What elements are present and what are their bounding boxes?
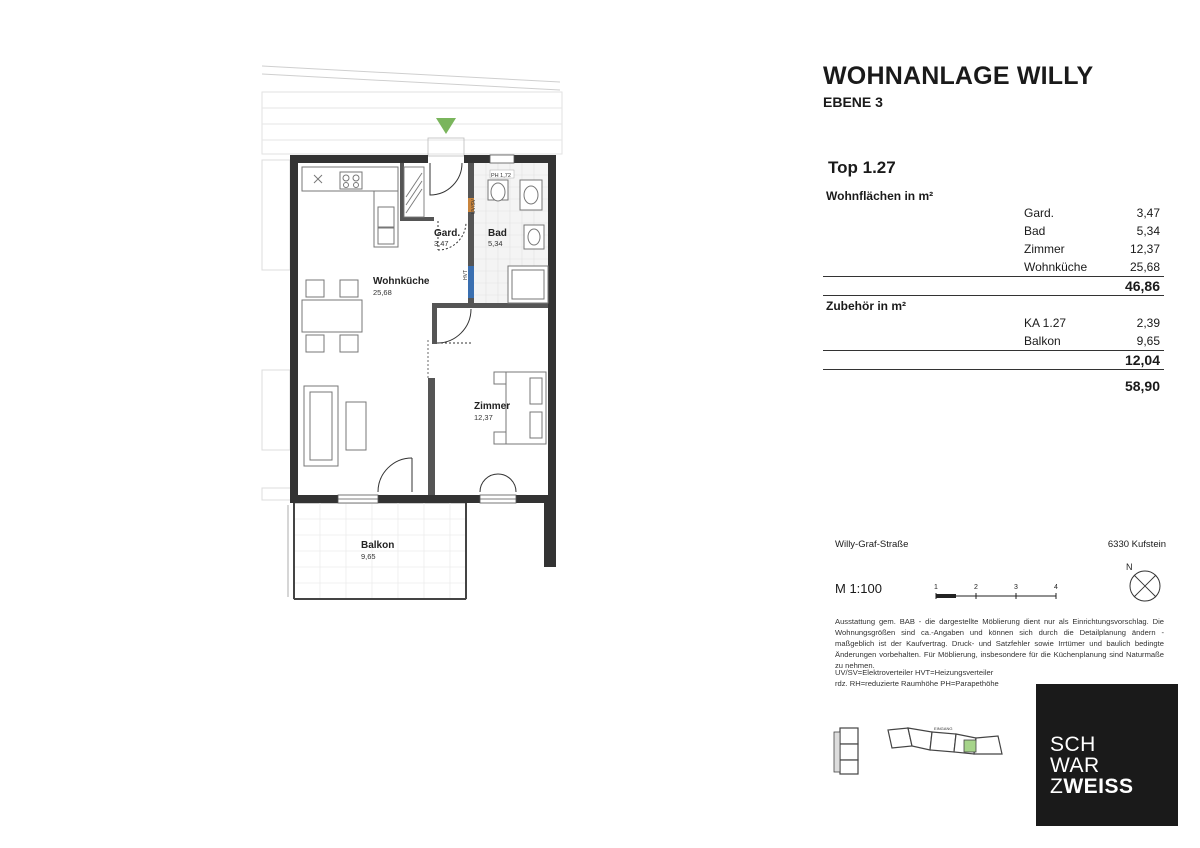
balcony: [288, 503, 466, 599]
highlighted-unit: [964, 740, 976, 752]
accessory-row-name: KA 1.27: [1024, 316, 1067, 330]
living-row: [1024, 206, 1160, 220]
kitchen-counter: [302, 167, 398, 247]
accessory-heading: Zubehör in m²: [826, 299, 906, 313]
accessory-row-value: 9,65: [1136, 334, 1160, 348]
label-balkon: Balkon: [361, 540, 395, 551]
accessory-row-value: 2,39: [1136, 316, 1160, 330]
compass-north-label: N: [1126, 562, 1133, 572]
living-total-divider: [823, 295, 1164, 296]
scale-tick: 1: [934, 584, 938, 591]
grand-total: 58,90: [1124, 378, 1160, 394]
legend-line: rdz. RH=reduzierte Raumhöhe PH=Parapethöhe: [835, 679, 999, 688]
living-row: [1024, 224, 1160, 238]
scale-tick: 2: [974, 584, 978, 591]
label-gard: Gard.: [434, 228, 461, 239]
brand-logo: [1036, 684, 1178, 826]
entry-threshold: [428, 138, 464, 156]
label-wohnkueche: Wohnküche: [373, 276, 430, 287]
entry-marker-icon: [436, 118, 456, 134]
page-subtitle: EBENE 3: [823, 94, 883, 110]
living-row-name: Zimmer: [1024, 242, 1065, 256]
accessory-row-name: Balkon: [1024, 334, 1061, 348]
key-plan: [826, 720, 1026, 782]
living-row-value: 25,68: [1129, 260, 1160, 274]
logo-line: SCH: [1050, 733, 1096, 756]
scale-tick: 3: [1014, 584, 1018, 591]
tag-uvsv: UV/SV: [471, 198, 477, 214]
living-row-value: 5,34: [1136, 224, 1160, 238]
area-bad: 5,34: [488, 239, 503, 248]
living-row-name: Gard.: [1024, 206, 1055, 220]
tag-ph: PH 1,72: [491, 173, 511, 179]
area-zimmer: 12,37: [474, 413, 493, 422]
north-compass-icon: [1120, 560, 1170, 606]
scale-label: M 1:100: [835, 581, 882, 596]
living-row: [1024, 242, 1160, 256]
disclaimer-text: Ausstattung gem. BAB - die dargestellte Möblierung dient nur als Einrichtungsvorschlag. Die Wohnungsgrößen sind ca.-Angaben und können sich durch die Detailplanung ändern - maßgeblich ist der Kaufvertrag. Druck- und Satzfehler sowie Irrtümer und baulich bedingte Änderungen vorbehalten. Für Möblierung, insbesondere für die Küchenplanung sind Naturmaße zu nehmen.: [835, 617, 1164, 670]
tag-hvt: HVT: [463, 270, 469, 280]
living-row-value: 12,37: [1129, 242, 1160, 256]
accessory-row: [1024, 334, 1160, 348]
logo-bold: WEISS: [1063, 775, 1134, 798]
living-row: [1024, 260, 1160, 274]
living-row-value: 3,47: [1136, 206, 1160, 220]
living-total: 46,86: [1124, 278, 1160, 294]
logo-line: WAR: [1050, 754, 1100, 777]
area-gard: 3,47: [434, 239, 449, 248]
dining-set: [302, 280, 362, 352]
label-zimmer: Zimmer: [474, 401, 511, 412]
living-row-name: Wohnküche: [1024, 260, 1088, 274]
accessory-row: [1024, 316, 1160, 330]
accessory-total-divider: [823, 369, 1164, 370]
street-label: Willy-Graf-Straße: [835, 539, 909, 550]
living-divider: [823, 276, 1164, 277]
accessory-total: 12,04: [1124, 352, 1160, 368]
page-title: WOHNANLAGE WILLY: [823, 62, 1094, 90]
city-label: 6330 Kufstein: [1107, 539, 1166, 550]
sofa: [304, 386, 366, 466]
legend-line: UV/SV=Elektroverteiler HVT=Heizungsverteiler: [835, 668, 994, 677]
label-bad: Bad: [488, 228, 507, 239]
unit-label: Top 1.27: [828, 158, 896, 177]
logo-prefix: Z: [1050, 775, 1064, 798]
wardrobe: [404, 167, 424, 217]
area-wohnkueche: 25,68: [373, 288, 392, 297]
area-balkon: 9,65: [361, 552, 376, 561]
living-row-name: Bad: [1024, 224, 1046, 238]
keyplan-entrance-label: EINGANG: [934, 726, 953, 731]
accessory-divider: [823, 350, 1164, 351]
scale-tick: 4: [1054, 584, 1058, 591]
living-heading: Wohnflächen in m²: [826, 189, 934, 203]
